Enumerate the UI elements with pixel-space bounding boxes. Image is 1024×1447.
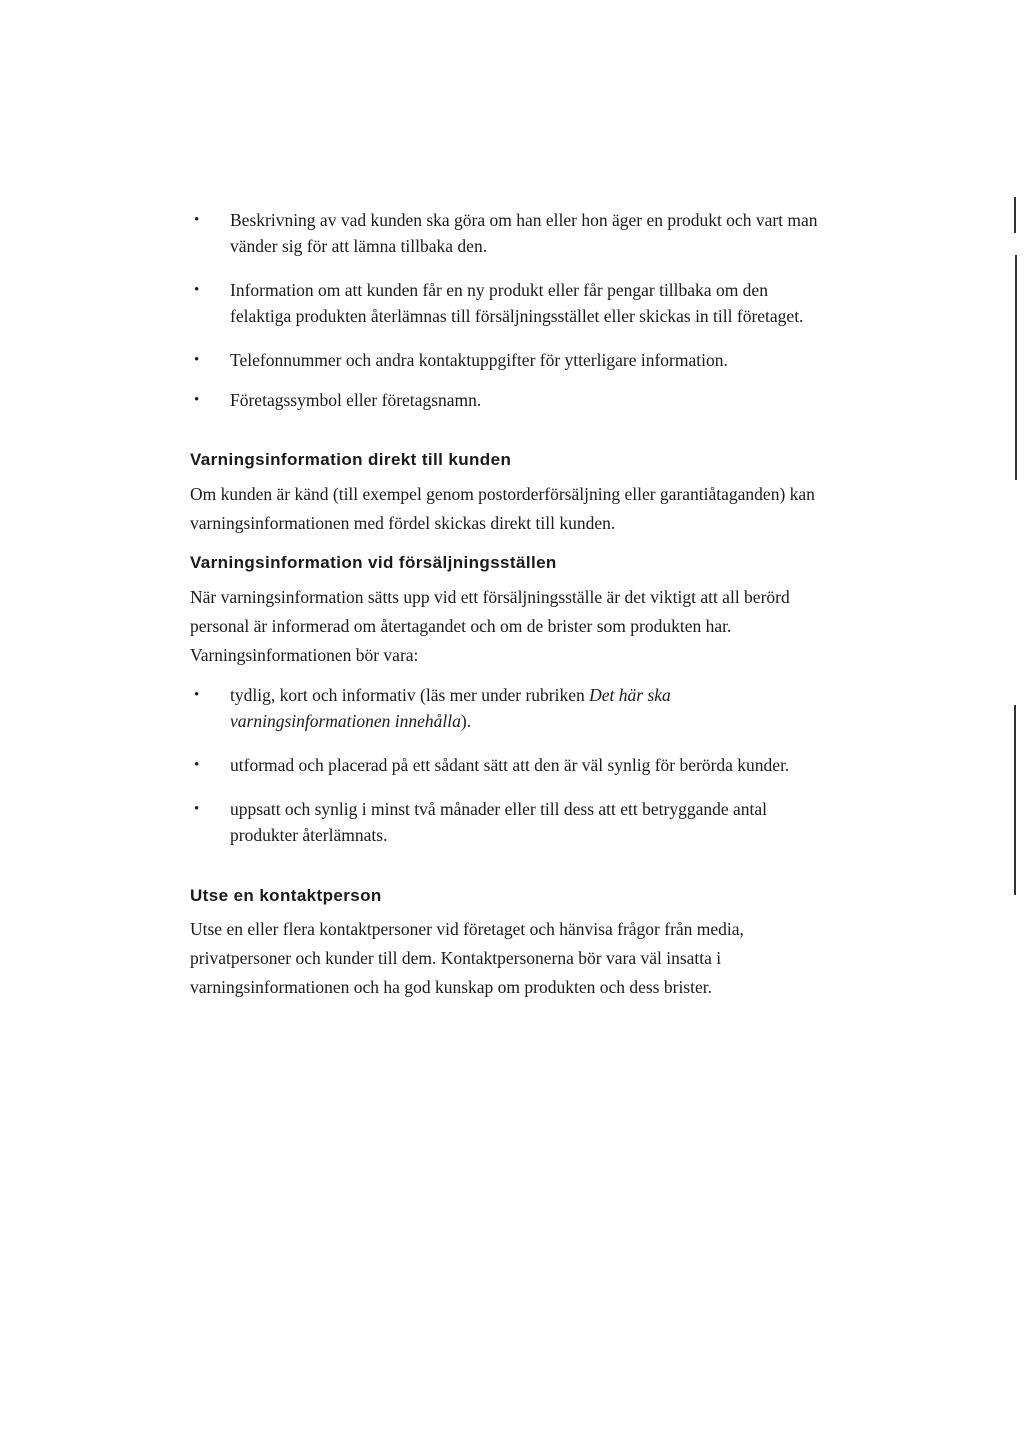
paragraph-stores: När varningsinformation sätts upp vid ett försäljningsställe är det viktigt att all berörd personal är informerad om återtagandet och om de brister som produkten har. Varningsinformationen bör vara: — [190, 587, 790, 665]
list-item-text: Telefonnummer och andra kontaktuppgifter för ytterligare information. — [230, 350, 728, 370]
paragraph-contact: Utse en eller flera kontaktpersoner vid företaget och hänvisa frågor från media, privatpersoner och kunder till dem. Kontaktpersonerna bör vara väl insatta i varningsinformationen och ha god kunskap om produkten och dess brister. — [190, 919, 744, 997]
scan-edge-mark — [1014, 705, 1016, 895]
bullet-list-requirements — [190, 682, 810, 848]
list-item — [190, 277, 830, 329]
bullet-icon: • — [194, 212, 200, 228]
list-item — [190, 347, 830, 373]
bullet-icon: • — [194, 687, 200, 703]
section-heading-contact: Utse en kontaktperson — [190, 886, 382, 905]
list-item-text-suffix: ). — [460, 711, 472, 731]
list-item-text-italic: Det här ska varningsinformationen innehålla — [230, 685, 671, 731]
scan-edge-mark — [1015, 255, 1017, 480]
list-item-text: uppsatt och synlig i minst två månader eller till dess att ett betryggande antal produkter återlämnats. — [230, 799, 768, 845]
list-item-text-prefix: tydlig, kort och informativ (läs mer under rubriken — [230, 685, 590, 705]
list-item — [190, 796, 810, 848]
list-item-text: Beskrivning av vad kunden ska göra om han eller hon äger en produkt och vart man vänder sig för att lämna tillbaka den. — [230, 210, 818, 256]
bullet-icon: • — [194, 392, 200, 408]
section-heading-stores: Varningsinformation vid försäljningsställen — [190, 553, 557, 572]
bullet-icon: • — [194, 801, 200, 817]
paragraph-direct: Om kunden är känd (till exempel genom postorderförsäljning eller garantiåtaganden) kan varningsinformationen med fördel skickas direkt till kunden. — [190, 484, 815, 533]
list-item-text: Företagssymbol eller företagsnamn. — [230, 390, 482, 410]
bullet-icon: • — [194, 282, 200, 298]
bullet-icon: • — [194, 352, 200, 368]
list-item-text: utformad och placerad på ett sådant sätt att den är väl synlig för berörda kunder. — [230, 755, 790, 775]
bullet-list-return-info — [190, 207, 830, 413]
list-item — [190, 752, 810, 778]
section-heading-direct: Varningsinformation direkt till kunden — [190, 450, 512, 469]
bullet-icon: • — [194, 757, 200, 773]
list-item — [190, 387, 830, 413]
list-item — [190, 682, 810, 734]
list-item — [190, 207, 830, 259]
scan-edge-mark — [1014, 197, 1016, 233]
list-item-text: Information om att kunden får en ny produkt eller får pengar tillbaka om den felaktiga produkten återlämnas till försäljningsstället eller skickas in till företaget. — [230, 280, 804, 326]
